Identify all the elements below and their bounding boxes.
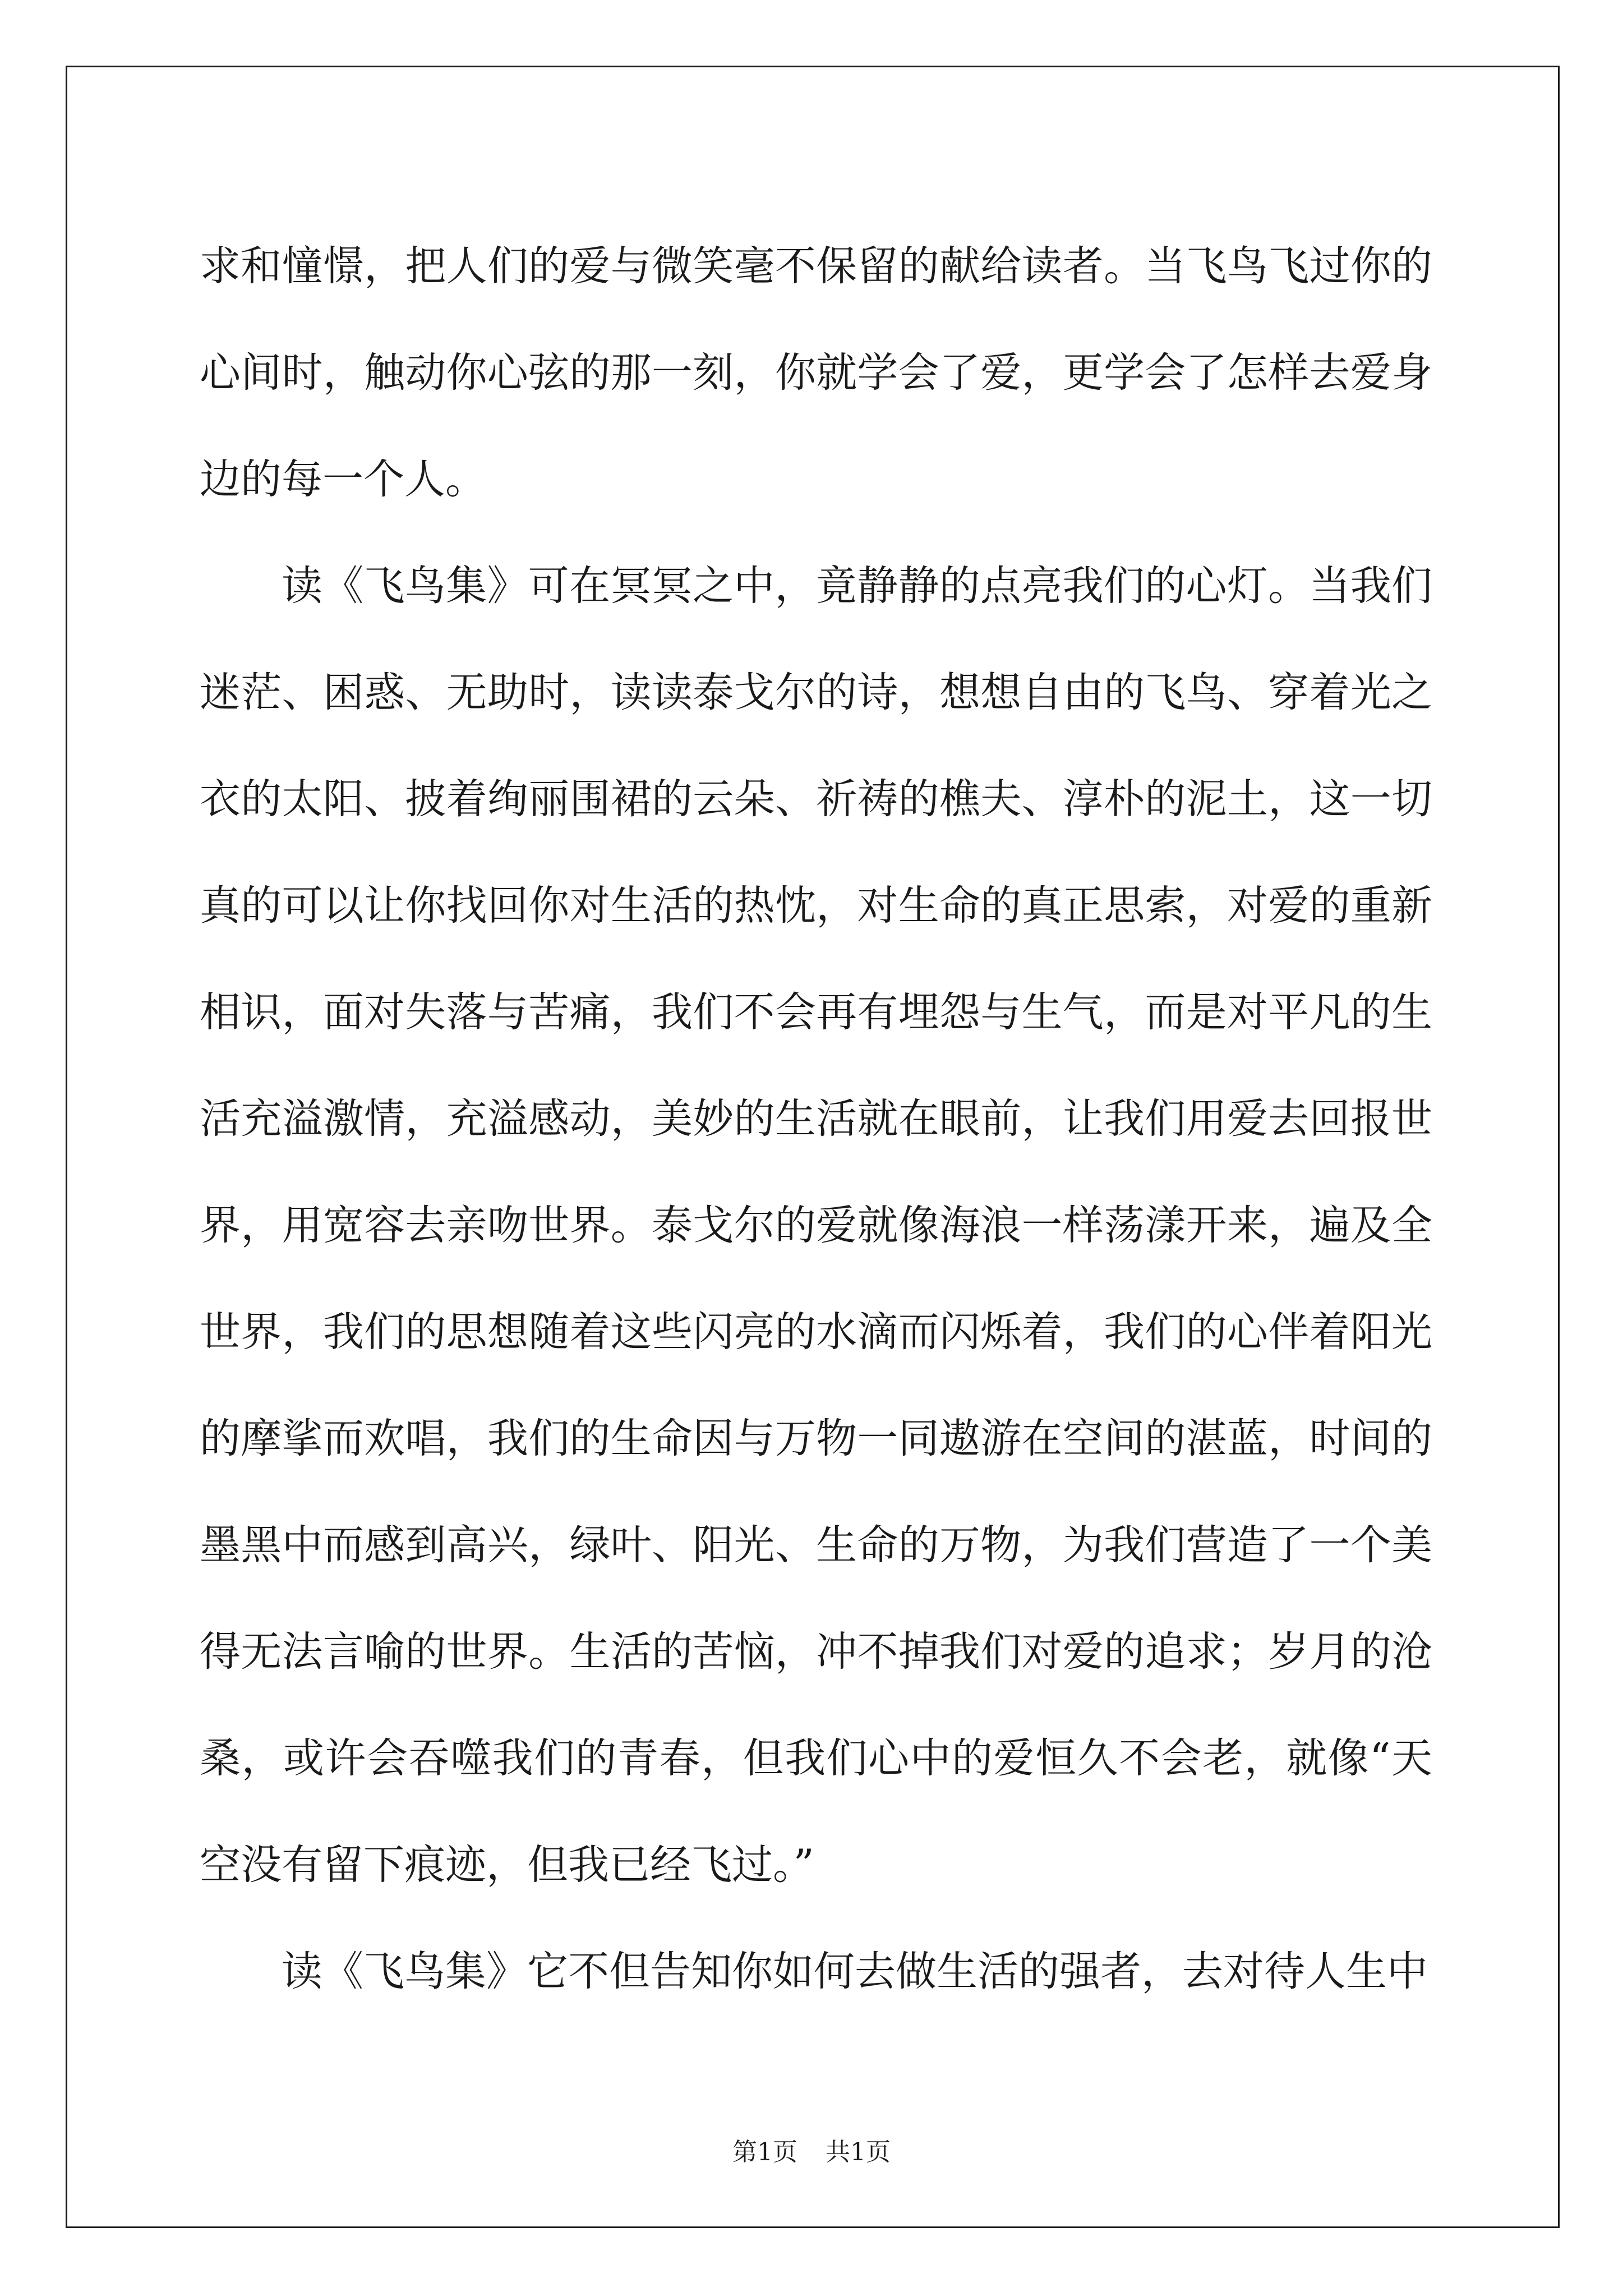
- paragraph-2: 读《飞鸟集》可在冥冥之中，竟静静的点亮我们的心灯。当我们迷茫、困惑、无助时，读读泰戈尔的诗，想想自由的飞鸟、穿着光之衣的太阳、披着绚丽围裙的云朵、祈祷的樵夫、淳朴的泥土，这一切真的可以让你找回你对生活的热忱，对生命的真正思索，对爱的重新相识，面对失落与苦痛，我们不会再有埋怨与生气，而是对平凡的生活充溢激情，充溢感动，美妙的生活就在眼前，让我们用爱去回报世界，用宽容去亲吻世界。泰戈尔的爱就像海浪一样荡漾开来，遍及全世界，我们的思想随着这些闪亮的水滴而闪烁着，我们的心伴着阳光的摩挲而欢唱，我们的生命因与万物一同遨游在空间的湛蓝，时间的墨黑中而感到高兴，绿叶、阳光、生命的万物，为我们营造了一个美得无法言喻的世界。生活的苦恼，冲不掉我们对爱的追求；岁月的沧桑，或许会吞噬我们的青春，但我们心中的爱恒久不会老，就像“天空没有留下痕迹，但我已经飞过。”: [200, 562, 1432, 1889]
- page-number: 第1页: [732, 2138, 797, 2166]
- paragraph-1: 求和憧憬，把人们的爱与微笑毫不保留的献给读者。当飞鸟飞过你的心间时，触动你心弦的那一刻，你就学会了爱，更学会了怎样去爱身边的每一个人。: [200, 242, 1432, 503]
- paragraph-3: 读《飞鸟集》它不但告知你如何去做生活的强者，去对待人生中: [282, 1948, 1428, 1995]
- document-body: [200, 213, 1432, 2025]
- page-total: 共1页: [826, 2138, 891, 2166]
- page-footer: [0, 2132, 1623, 2168]
